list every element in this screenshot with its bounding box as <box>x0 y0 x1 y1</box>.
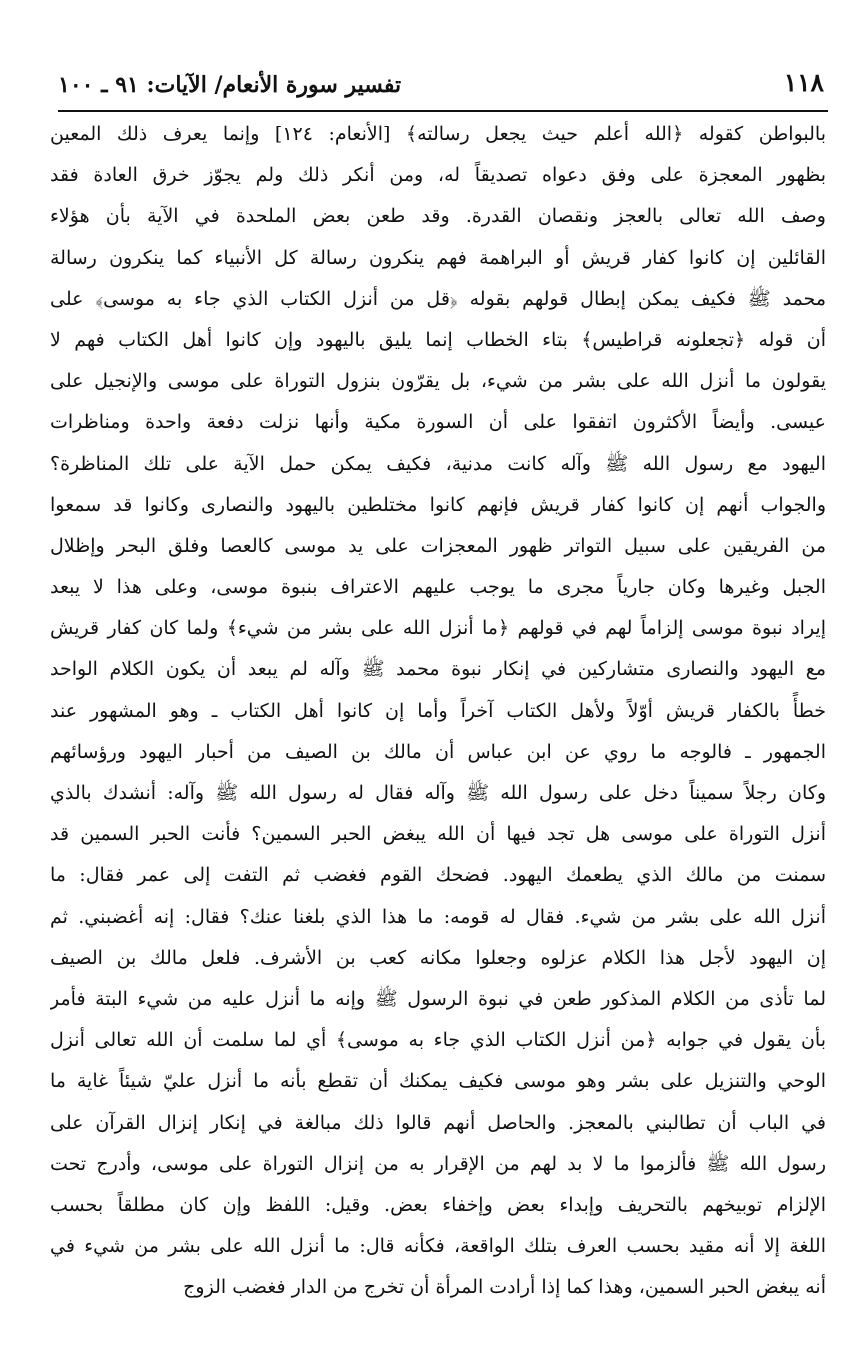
text-line: بظهور المعجزة على وفق دعواه تصديقاً له، ومن أنكر ذلك ولم يجوّز خرق العادة فقد <box>50 164 826 187</box>
text-line: مع اليهود والنصارى متشاركين في إنكار نبوة محمد ﷺ وآله لم يبعد أن يكون الكلام الواحد <box>50 658 826 681</box>
text-line: وكان رجلاً سميناً دخل على رسول الله ﷺ وآله فقال له رسول الله ﷺ وآله: أنشدك بالذي <box>50 782 826 804</box>
text-line: رسول الله ﷺ فألزموا ما لا بد لهم من الإقرار به من إنزال التوراة على موسى، وأدرج تحت <box>50 1152 826 1175</box>
text-line: يقولون ما أنزل الله على بشر من شيء، بل يقرّون بنزول التوراة على موسى والإنجيل على <box>50 370 826 393</box>
text-line: إيراد نبوة موسى إلزاماً لهم في قولهم ﴿ما أنزل الله على بشر من شيء﴾ ولما كان كفار قريش <box>50 617 826 640</box>
header-rule <box>58 110 828 112</box>
text-line: عيسى. وأيضاً الأكثرون اتفقوا على أن السورة مكية وأنها نزلت دفعة واحدة ومناظرات <box>50 411 826 434</box>
text-line: وصف الله تعالى بالعجز ونقصان القدرة. وقد طعن بعض الملحدة في الآية بأن هؤلاء <box>50 205 826 228</box>
text-line: الإلزام توبيخهم بالتحريف وإبداء بعض وإخفاء بعض. وقيل: اللفظ وإن كان مطلقاً بحسب <box>50 1193 826 1216</box>
text-line: اليهود مع رسول الله ﷺ وآله كانت مدنية، فكيف يمكن حمل الآية على تلك المناظرة؟ <box>50 452 826 475</box>
text-line: القائلين إن كانوا كفار قريش أو البراهمة فهم ينكرون رسالة كل الأنبياء كما ينكرون رسالة <box>50 246 826 269</box>
text-line: الوحي والتنزيل على بشر وهو موسى فكيف يمكنك أن تقطع بأنه ما أنزل عليّ شيئاً غاية ما <box>50 1070 826 1093</box>
running-head <box>58 66 824 106</box>
text-line: إن اليهود لأجل هذا الكلام عزلوه وجعلوا مكانه كعب بن الأشرف. فلعل مالك بن الصيف <box>50 946 826 969</box>
text-line: الجبل وغيرها وكان جارياً مجرى ما يوجب عليهم الاعتراف بنبوة موسى، وعلى هذا لا يبعد <box>50 576 826 599</box>
text-line: والجواب أنهم إن كانوا كفار قريش فإنهم كانوا مختلطين باليهود والنصارى وكانوا قد سمعوا <box>50 493 826 516</box>
running-title: تفسير سورة الأنعام/ الآيات: ٩١ ـ ١٠٠ <box>58 72 402 98</box>
page-number: ١١٨ <box>783 68 824 97</box>
text-line: سمنت من مالك الذي يطعمك اليهود. فضحك القوم فغضب ثم التفت إلى عمر فقال: ما <box>50 864 826 887</box>
text-line: خطأً بالكفار قريش أوّلاً ولأهل الكتاب آخراً وأما إن كانوا أهل الكتاب ـ وهو المشهور عند <box>50 699 826 722</box>
text-line: أنزل التوراة على موسى هل تجد فيها أن الله يبغض الحبر السمين؟ فأنت الحبر السمين قد <box>50 823 826 846</box>
text-line: لما تأذى من الكلام المذكور طعن في نبوة الرسول ﷺ وإنه ما أنزل عليه من شيء البتة فأمر <box>50 987 826 1010</box>
text-line: بأن يقول في جوابه ﴿من أنزل الكتاب الذي جاء به موسى﴾ أي لما سلمت أن الله تعالى أنزل <box>50 1029 826 1052</box>
text-line: في الباب أن تطالبني بالمعجز. والحاصل أنهم قالوا ذلك مبالغة في إنكار إنزال القرآن على <box>50 1111 826 1134</box>
body-text <box>50 114 826 1308</box>
text-line: الجمهور ـ فالوجه ما روي عن ابن عباس أن مالك بن الصيف من أحبار اليهود ورؤسائهم <box>50 740 826 763</box>
text-line: محمد ﷺ فكيف يمكن إبطال قولهم بقوله ﴿قل من أنزل الكتاب الذي جاء به موسى﴾ على <box>50 287 826 310</box>
text-line: أنه يبغض الحبر السمين، وهذا كما إذا أرادت المرأة أن تخرج من الدار فغضب الزوج <box>183 1276 826 1299</box>
text-line: أنزل الله على بشر من شيء. فقال له قومه: ما هذا الذي بلغنا عنك؟ فقال: إنه أغضبني. ثم <box>50 905 826 928</box>
text-line: بالبواطن كقوله ﴿الله أعلم حيث يجعل رسالته﴾ [الأنعام: ١٢٤] وإنما يعرف ذلك المعين <box>50 123 826 145</box>
text-line: من الفريقين على سبيل التواتر ظهور المعجزات على يد موسى كالعصا وفلق البحر وإظلال <box>50 534 826 557</box>
text-line: اللغة إلا أنه مقيد بحسب العرف بتلك الواقعة، فكأنه قال: ما أنزل الله على بشر من شيء في <box>50 1235 826 1258</box>
text-line: أن قوله ﴿تجعلونه قراطيس﴾ بتاء الخطاب إنما يليق باليهود وإن كانوا أهل الكتاب فهم لا <box>50 328 826 351</box>
